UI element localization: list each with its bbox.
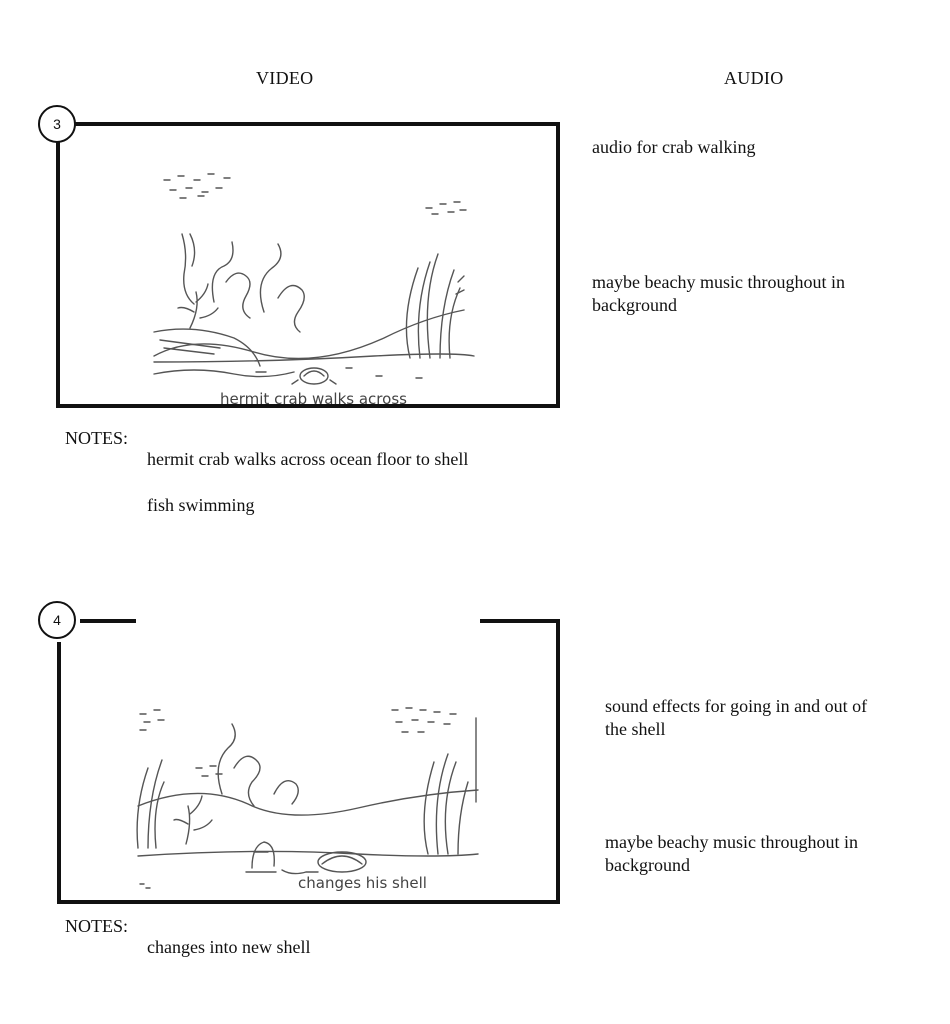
scene-4-notes-line-1: changes into new shell — [147, 937, 311, 957]
scene-3-notes-label: NOTES: — [65, 428, 128, 448]
scene-3-sketch-caption: hermit crab walks across — [220, 390, 407, 408]
audio-column-header: AUDIO — [724, 68, 784, 88]
scene-3-frame — [56, 122, 562, 410]
scene-3-number: 3 — [38, 105, 76, 143]
scene-4-audio-2: maybe beachy music throughout in background — [605, 832, 858, 875]
scene-4-notes — [147, 913, 310, 982]
scene-4-frame — [56, 618, 562, 906]
scene-3-notes — [147, 425, 468, 540]
video-column-header: VIDEO — [256, 68, 314, 88]
scene-4-audio-1: sound effects for going in and out of the shell — [605, 696, 868, 739]
scene-3-notes-line-1: hermit crab walks across ocean floor to shell — [147, 449, 469, 469]
scene-3-audio-2: maybe beachy music throughout in background — [592, 272, 845, 315]
scene-4-number: 4 — [38, 601, 76, 639]
scene-4-sketch-caption: changes his shell — [298, 874, 427, 892]
scene-4-sketch — [137, 708, 478, 888]
scene-4-notes-label: NOTES: — [65, 916, 128, 936]
scene-3-notes-line-2: fish swimming — [147, 495, 255, 515]
scene-3-audio-1: audio for crab walking — [592, 137, 756, 157]
